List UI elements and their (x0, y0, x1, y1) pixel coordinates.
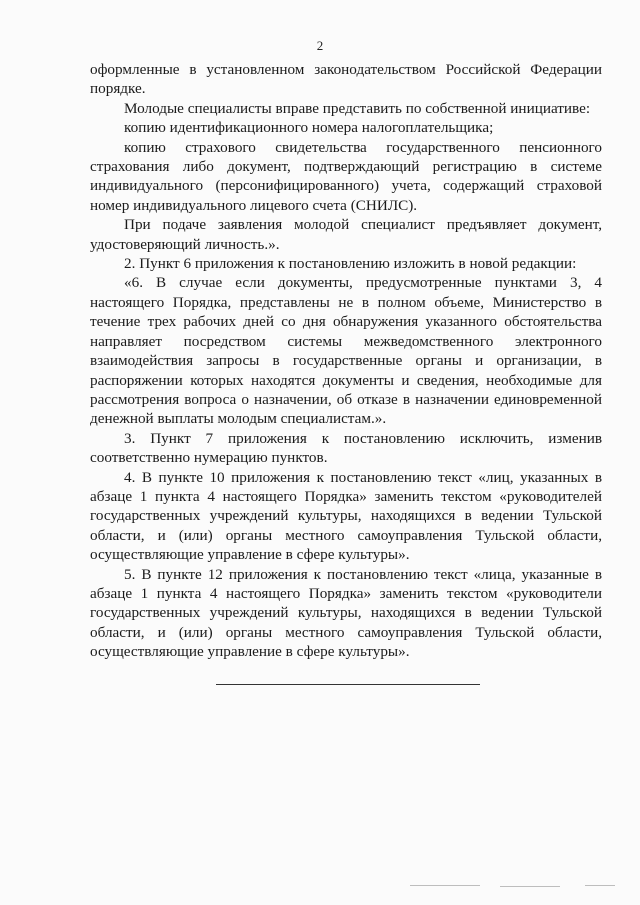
closing-rule (216, 684, 480, 685)
scan-artifact (410, 885, 480, 886)
paragraph-item-3: 3. Пункт 7 приложения к постановлению исключить, изменив соответственно нумерацию пунктов. (90, 429, 602, 467)
scan-artifact (585, 885, 615, 886)
paragraph-identity-document: При подаче заявления молодой специалист предъявляет документ, удостоверяющий личность.». (90, 216, 602, 253)
document-body (90, 60, 602, 662)
paragraph-item-4: 4. В пункте 10 приложения к постановлению текст «лиц, указанных в абзаце 1 пункта 4 настоящего Порядка» заменить текстом «руководителей государственных учреждений культуры, находящихся в ведении Тульской области, и (или) органы местного самоуправления Тульской области, осуществляющие управление в сфере культуры». (90, 468, 602, 564)
paragraph-continuation: оформленные в установленном законодательством Российской Федерации порядке. (90, 61, 602, 98)
paragraph-item-6-new-text: «6. В случае если документы, предусмотренные пунктами 3, 4 настоящего Порядка, представлены не в полном объеме, Министерство в течение трех рабочих дней со дня обнаружения указанного обстоятельства направляет посредством системы межведомственного электронного взаимодействия запросы в государственные органы и организации, в распоряжении которых находятся документы и сведения, необходимые для рассмотрения вопроса о назначении, об отказе в назначении единовременной денежной выплаты молодым специалистам.». (90, 274, 602, 428)
paragraph-item-5: 5. В пункте 12 приложения к постановлению текст «лица, указанные в абзаце 1 пункта 4 настоящего Порядка» заменить текстом «руководители государственных учреждений культуры, находящихся в ведении Тульской области, и (или) органы местного самоуправления Тульской области, осуществляющие управление в сфере культуры». (90, 565, 602, 661)
paragraph-snils-copy: копию страхового свидетельства государственного пенсионного страхования либо документ, подтверждающий регистрацию в системе индивидуального (персонифицированного) учета, содержащий страховой номер индивидуального лицевого счета (СНИЛС). (90, 138, 602, 214)
scan-artifact (500, 886, 560, 887)
paragraph-item-2: 2. Пункт 6 приложения к постановлению изложить в новой редакции: (124, 255, 577, 273)
page-number: 2 (316, 38, 324, 53)
paragraph-young-specialists: Молодые специалисты вправе представить по собственной инициативе: (124, 99, 591, 117)
paragraph-inn-copy: копию идентификационного номера налогоплательщика; (124, 119, 494, 137)
